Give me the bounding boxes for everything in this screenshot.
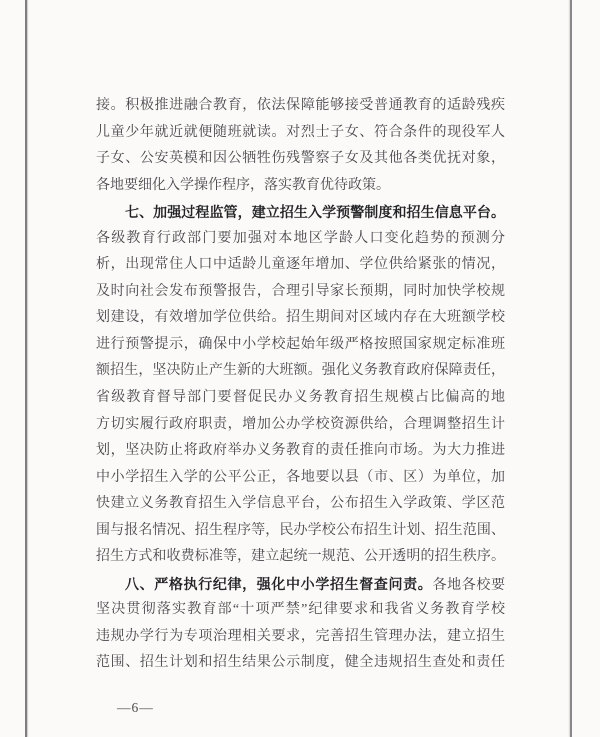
- body-line: 各级教育行政部门要加强对本地区学龄人口变化趋势的预测分: [96, 230, 505, 246]
- document-body: [96, 93, 505, 677]
- body-line: 划建设，有效增加学位供给。招生期间对区域内存在大班额学校: [96, 310, 505, 326]
- body-line: 析，出现常住人口中适龄儿童逐年增加、学位供给紧张的情况，: [96, 257, 505, 273]
- body-line: 各地要细化入学操作程序，落实教育优待政策。: [96, 177, 390, 193]
- section-heading-8-line: [96, 571, 505, 598]
- body-line: 坚决贯彻落实教育部“十项严禁”纪律要求和我省义务教育学校: [96, 602, 505, 618]
- page-left-edge-line: [25, 0, 27, 737]
- body-line: 划，坚决防止将政府举办义务教育的责任推向市场。为大力推进: [96, 443, 505, 459]
- body-line: 围与报名情况、招生程序等，民办学校公布招生计划、招生范围、: [96, 522, 505, 538]
- body-line: 及时向社会发布预警报告，合理引导家长预期，同时加快学校规: [96, 283, 505, 299]
- body-line: 方切实履行政府职责，增加公办学校资源供给，合理调整招生计: [96, 416, 505, 432]
- body-line: 接。积极推进融合教育，依法保障能够接受普通教育的适龄残疾: [96, 98, 505, 113]
- body-line: 子女、公安英模和因公牺牲伤残警察子女及其他各类优抚对象，: [96, 151, 505, 167]
- section-heading-7: 七、加强过程监管，建立招生入学预警制度和招生信息平台。: [125, 204, 505, 221]
- body-line: 儿童少年就近就便随班就读。对烈士子女、符合条件的现役军人: [96, 124, 505, 140]
- body-line: 额招生，坚决防止产生新的大班额。强化义务教育政府保障责任，: [96, 363, 505, 379]
- body-line: 中小学招生入学的公平公正，各地要以县（市、区）为单位，加: [96, 469, 505, 485]
- body-line: 违规办学行为专项治理相关要求，完善招生管理办法，建立招生: [96, 628, 505, 644]
- body-line: 省级教育督导部门要督促民办义务教育招生规模占比偏高的地: [96, 390, 505, 406]
- body-line: 进行预警提示，确保中小学校起始年级严格按照国家规定标准班: [96, 336, 505, 352]
- page-number: —6—: [117, 700, 154, 715]
- body-text: 各地各校要: [432, 577, 505, 593]
- page-right-edge-line: [570, 0, 572, 737]
- body-line: 范围、招生计划和招生结果公示制度，健全违规招生查处和责任: [96, 655, 505, 671]
- body-line: 快建立义务教育招生入学信息平台，公布招生入学政策、学区范: [96, 496, 505, 512]
- section-heading-8: 八、严格执行纪律，强化中小学招生督查问责。: [125, 575, 433, 592]
- body-line: 招生方式和收费标准等，建立起统一规范、公开透明的招生秩序。: [96, 549, 505, 565]
